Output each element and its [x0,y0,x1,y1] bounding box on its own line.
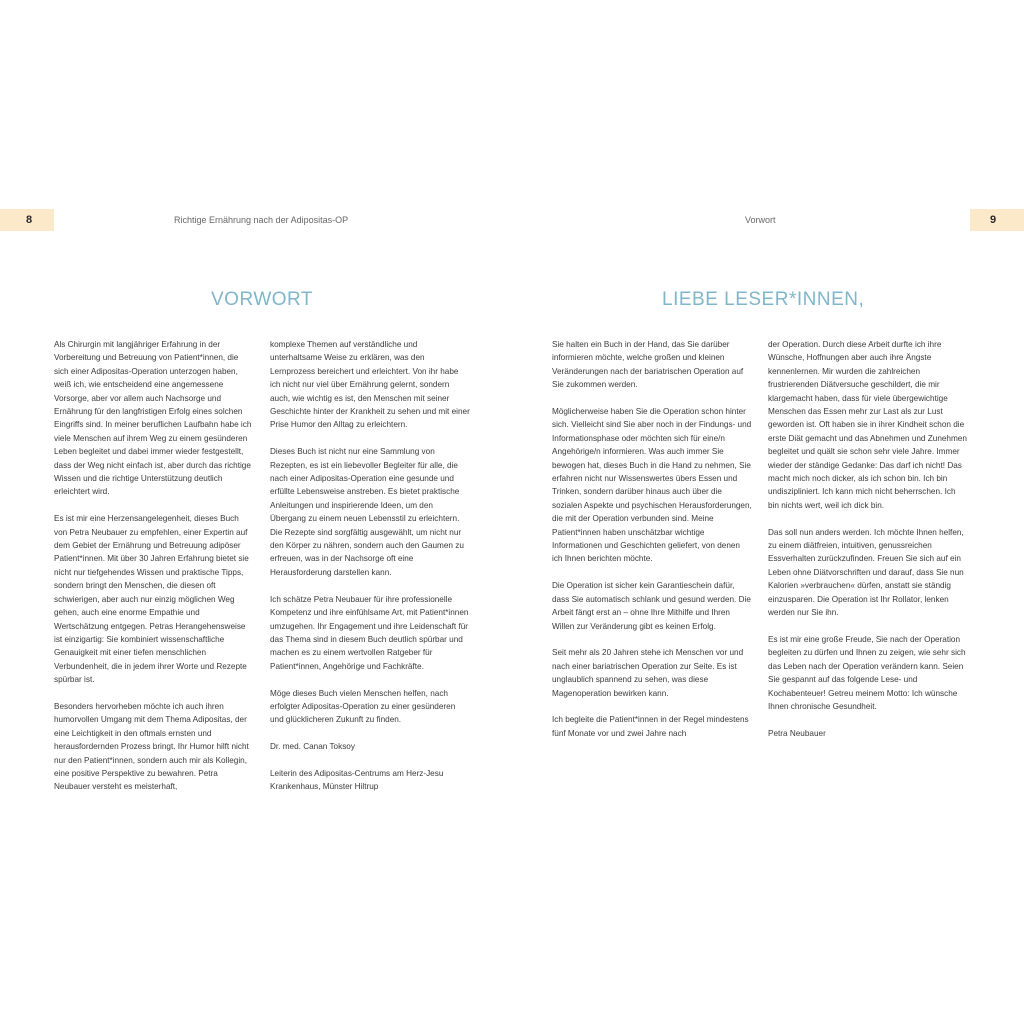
author-affiliation: Leiterin des Adipositas-Centrums am Herz-Jesu Krankenhaus, Münster Hiltrup [270,768,444,792]
paragraph: Dieses Buch ist nicht nur eine Sammlung von Rezepten, es ist ein liebevoller Begleiter für alle, die nach einer Adipositas-Operation eine gesunde und erfüllte Lebensweise anstreben. Es bietet praktische Anleitungen und inspirierende Ideen, um den Übergang zu einem neuen Lebensstil zu erleichtern. Die Rezepte sind sorgfältig ausgewählt, um nicht nur den Körper zu nähren, sondern auch den Gaumen zu erfreuen, was in der Nachsorge oft eine Herausforderung darstellen kann. [270,447,464,577]
paragraph: Seit mehr als 20 Jahren stehe ich Menschen vor und nach einer bariatrischen Operation zur Seite. Es ist unglaublich spannend zu sehen, was diese Magenoperation bewirken kann. [552,648,744,698]
paragraph: Besonders hervorheben möchte ich auch ihren humorvollen Umgang mit dem Thema Adipositas, der eine Leichtigkeit in den oftmals ernsten und herausfordernden Prozess bringt. Ihr Humor hilft nicht nur den Patient*innen, sondern auch mir als Kollegin, eine positive Perspektive zu bewahren. Petra Neubauer versteht es meisterhaft, [54,701,249,792]
paragraph: Sie halten ein Buch in der Hand, das Sie darüber informieren möchte, welche großen und kleinen Veränderungen nach der bariatrischen Operation auf Sie zukommen werden. [552,340,744,390]
paragraph: Ich begleite die Patient*innen in der Regel mindestens fünf Monate vor und zwei Jahre nach [552,715,749,738]
paragraph: komplexe Themen auf verständliche und unterhaltsame Weise zu erklären, was den Lernprozess bereichert und erleichtert. Von ihr habe ich nicht nur viel über Ernährung gelernt, sondern auch, wie wichtig es ist, den Menschen mit seiner Geschichte hinter der Krankheit zu sehen und mit einer Prise Humor den Alltag zu erleichtern. [270,340,470,430]
page-number-right: 9 [990,214,997,226]
paragraph: Es ist mir eine große Freude, Sie nach der Operation begleiten zu dürfen und Ihnen zu zeigen, wie sehr sich das Leben nach der Operation verändern kann. Seien Sie gespannt auf das folgende Lese- und Kochabenteuer! Getreu meinem Motto: Ich wünsche Ihnen chronische Gesundheit. [768,634,966,711]
paragraph: der Operation. Durch diese Arbeit durfte ich ihre Wünsche, Hoffnungen aber auch ihre Ängste kennenlernen. Mir wurden die zahlreichen frustrierenden Diätversuche geschildert, die mir klargemacht haben, dass für viele übergewichtige Menschen das Essen mehr zur Last als zur Lust geworden ist. Oft haben sie in ihrer Kindheit schon die erste Diät gemacht und das Abnehmen und Zunehmen begleitet und quält sie schon sehr viele Jahre. Immer wieder der ständige Gedanke: Das darf ich nicht! Das macht mich noch dicker, als ich schon bin. Ich bin undiszipliniert. Ich kann mich nicht beherrschen. Ich bin nichts wert, weil ich dick bin. [768,340,967,510]
author-signature: Petra Neubauer [768,728,826,738]
page-title-liebe-leser: LIEBE LESER*INNEN, [662,289,865,310]
paragraph: Ich schätze Petra Neubauer für ihre professionelle Kompetenz und ihre einfühlsame Art, mit Patient*innen umzugehen. Ihr Engagement und ihre Leidenschaft für das Thema sind in diesem Buch deutlich spürbar und machen es zu einem wertvollen Ratgeber für Patient*innen, Angehörige und Fachkräfte. [270,594,469,671]
paragraph: Die Operation ist sicher kein Garantieschein dafür, dass Sie automatisch schlank und gesund werden. Die Arbeit fängt erst an – ohne Ihre Mithilfe und Ihren Willen zur Veränderung gibt es keinen Erfolg. [552,581,751,631]
author-signature: Dr. med. Canan Toksoy [270,742,355,752]
running-head-right: Vorwort [745,215,776,225]
running-head-left: Richtige Ernährung nach der Adipositas-OP [174,215,349,225]
paragraph: Es ist mir eine Herzensangelegenheit, dieses Buch von Petra Neubauer zu empfehlen, einer Expertin auf dem Gebiet der Ernährung und Betreuung adipöser Patient*innen. Mit über 30 Jahren Erfahrung bietet sie nicht nur tiefgehendes Wissen und praktische Tipps, sondern bringt den Menschen, die diesen oft schwierigen, aber auch nur einzig möglichen Weg gehen, auch eine enorme Empathie und Wertschätzung entgegen. Petras Herangehensweise ist einzigartig: Sie kombiniert wissenschaftliche Genauigkeit mit einer tiefen menschlichen Verbundenheit, die in jedem ihrer Worte und Rezepte spürbar ist. [54,514,249,685]
text-column-3 [552,338,752,754]
paragraph: Als Chirurgin mit langjähriger Erfahrung in der Vorbereitung und Betreuung von Patient*innen, die sich einer Adipositas-Operation unterzogen haben, weiß ich, wie entscheidend eine angemessene Vorsorge, aber vor allem auch Nachsorge und Ernährung für den langfristigen Erfolg eines solchen Eingriffs sind. In meiner beruflichen Laufbahn habe ich viele Menschen auf ihrem Weg zu einem gesünderen Leben begleitet und dabei immer wieder festgestellt, dass der Weg nicht einfach ist, aber durch das richtige Wissen und die richtige Unterstützung deutlich erleichtert wird. [54,340,252,497]
page-title-vorwort: VORWORT [211,289,314,310]
text-column-4 [768,338,968,754]
paragraph: Das soll nun anders werden. Ich möchte Ihnen helfen, zu einem diätfreien, intuitiven, genussreichen Essverhalten zurückzufinden. Freuen Sie sich auf ein Leben ohne Diätvorschriften und darauf, dass Sie nun Kalorien »verbrauchen« dürfen, anstatt sie ständig einzusparen. Die Operation ist Ihr Rollator, lenken werden nur Sie ihn. [768,527,964,618]
text-column-1 [54,338,254,807]
paragraph: Möge dieses Buch vielen Menschen helfen, nach erfolgter Adipositas-Operation zu einer gesünderen und glücklicheren Zukunft zu finden. [270,688,456,725]
page-number-right-tab [970,209,1024,231]
paragraph: Möglicherweise haben Sie die Operation schon hinter sich. Vielleicht sind Sie aber noch in der Findungs- und Informationsphase oder möchten sich für eine/n Angehörige/n informieren. Was auch immer Sie bewogen hat, dieses Buch in die Hand zu nehmen, Sie erfahren nicht nur Wissenswertes übers Essen und Trinken, sondern darüber hinaus auch über die sozialen Aspekte und psychischen Herausforderungen, die mit der Operation verbunden sind. Meine Patient*innen haben unschätzbar wichtige Informationen und Geschichten geliefert, von denen ich Ihnen berichten möchte. [552,407,752,564]
page-number-left: 8 [26,214,33,226]
text-column-2 [270,338,470,807]
page-number-left-tab [0,209,54,231]
